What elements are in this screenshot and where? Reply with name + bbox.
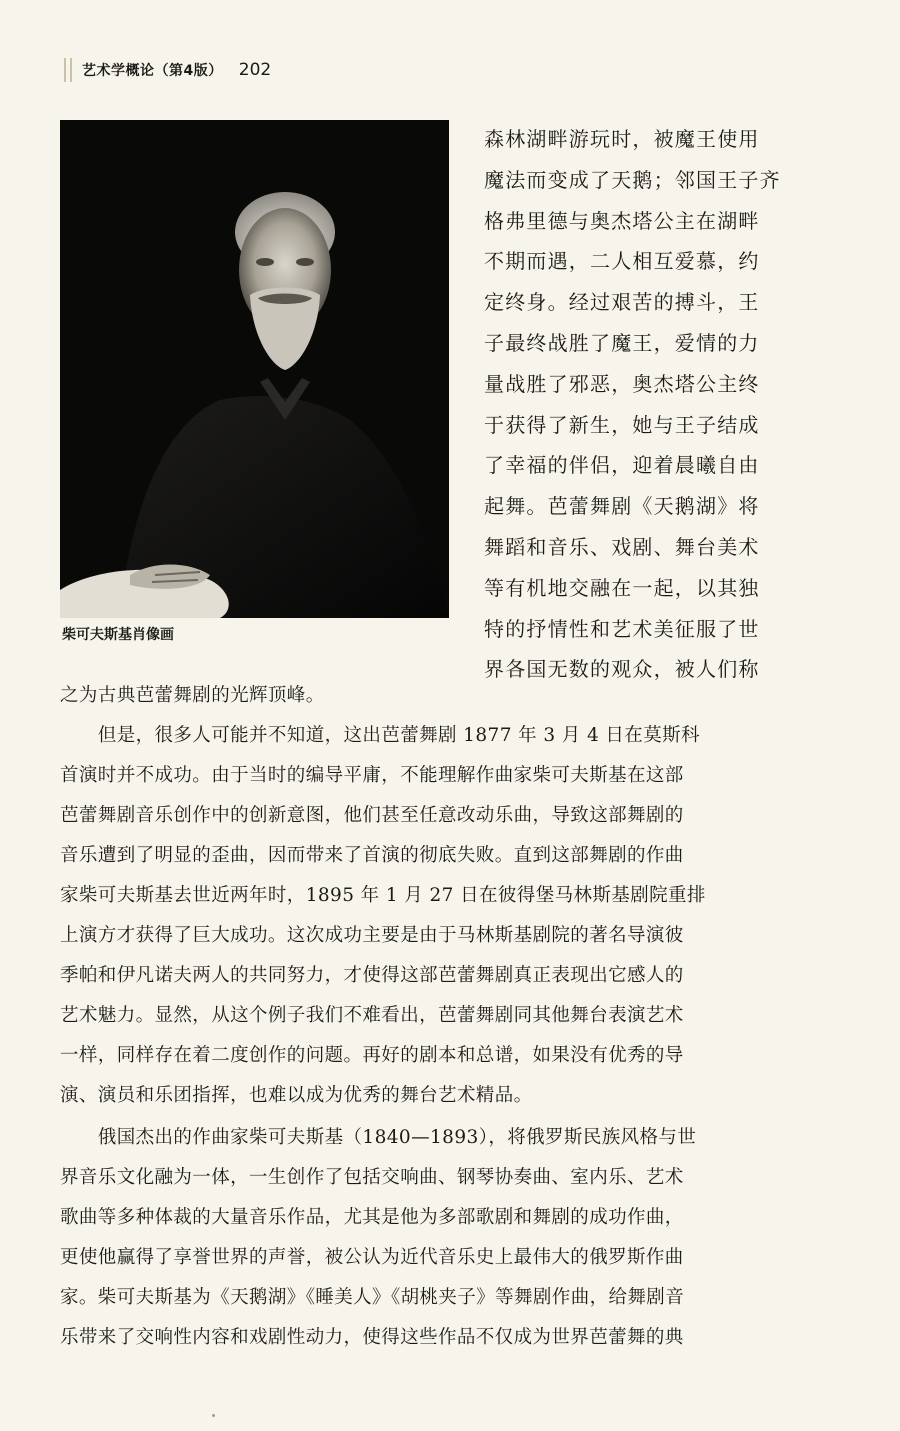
side-text-line: 格弗里德与奥杰塔公主在湖畔 [484, 208, 760, 233]
body-text-line: 界音乐文化融为一体，一生创作了包括交响曲、钢琴协奏曲、室内乐、艺术 [60, 1167, 684, 1188]
portrait-illustration [60, 120, 449, 618]
side-text-line: 于获得了新生，她与王子结成 [484, 412, 760, 437]
body-text-line: 首演时并不成功。由于当时的编导平庸，不能理解作曲家柴可夫斯基在这部 [60, 765, 684, 786]
page-number: 202 [238, 60, 272, 80]
side-text-line: 舞蹈和音乐、戏剧、舞台美术 [484, 534, 760, 559]
header-ornament [64, 58, 72, 82]
body-text-line: 歌曲等多种体裁的大量音乐作品，尤其是他为多部歌剧和舞剧的成功作曲， [60, 1207, 684, 1228]
body-text-line: 俄国杰出的作曲家柴可夫斯基（1840—1893），将俄罗斯民族风格与世 [60, 1127, 697, 1148]
side-text-line: 起舞。芭蕾舞剧《天鹅湖》将 [484, 494, 760, 519]
body-text-line: 季帕和伊凡诺夫两人的共同努力，才使得这部芭蕾舞剧真正表现出它感人的 [60, 965, 684, 986]
body-text-line: 芭蕾舞剧音乐创作中的创新意图，他们甚至任意改动乐曲，导致这部舞剧的 [60, 805, 684, 826]
book-title: 艺术学概论（第4版） [82, 63, 223, 79]
body-text-line: 演、演员和乐团指挥，也难以成为优秀的舞台艺术精品。 [60, 1085, 533, 1106]
body-text-line: 更使他赢得了享誉世界的声誉，被公认为近代音乐史上最伟大的俄罗斯作曲 [60, 1247, 684, 1268]
side-text-line: 了幸福的伴侣，迎着晨曦自由 [484, 453, 760, 478]
running-header [64, 56, 271, 84]
side-text-line: 不期而遇，二人相互爱慕，约 [484, 249, 760, 274]
body-text-line: 家柴可夫斯基去世近两年时，1895 年 1 月 27 日在彼得堡马林斯基剧院重排 [60, 885, 706, 906]
body-text-line: 家。柴可夫斯基为《天鹅湖》《睡美人》《胡桃夹子》等舞剧作曲，给舞剧音 [60, 1287, 685, 1308]
paper-speck [212, 1414, 215, 1417]
side-text-line: 等有机地交融在一起，以其独 [484, 575, 760, 600]
side-text-line: 量战胜了邪恶，奥杰塔公主终 [484, 371, 760, 396]
body-text-line: 音乐遭到了明显的歪曲，因而带来了首演的彻底失败。直到这部舞剧的作曲 [60, 845, 684, 866]
portrait-image [60, 120, 449, 618]
body-text-line: 艺术魅力。显然，从这个例子我们不难看出，芭蕾舞剧同其他舞台表演艺术 [60, 1005, 684, 1026]
side-text-line: 子最终战胜了魔王，爱情的力 [484, 330, 760, 355]
body-text-line: 之为古典芭蕾舞剧的光辉顶峰。 [60, 685, 325, 706]
figure-caption: 柴可夫斯基肖像画 [62, 627, 174, 643]
body-text-line: 乐带来了交响性内容和戏剧性动力，使得这些作品不仅成为世界芭蕾舞的典 [60, 1327, 684, 1348]
side-text-column [484, 119, 800, 690]
body-text-column [60, 676, 795, 1358]
body-text-line: 一样，同样存在着二度创作的问题。再好的剧本和总谱，如果没有优秀的导 [60, 1045, 684, 1066]
side-text-line: 魔法而变成了天鹅；邻国王子齐 [484, 167, 781, 192]
side-text-line: 界各国无数的观众，被人们称 [484, 657, 760, 682]
body-text-line: 但是，很多人可能并不知道，这出芭蕾舞剧 1877 年 3 月 4 日在莫斯科 [60, 725, 700, 746]
side-text-line: 定终身。经过艰苦的搏斗，王 [484, 290, 760, 315]
side-text-line: 特的抒情性和艺术美征服了世 [484, 616, 760, 641]
body-text-line: 上演方才获得了巨大成功。这次成功主要是由于马林斯基剧院的著名导演彼 [60, 925, 684, 946]
side-text-line: 森林湖畔游玩时，被魔王使用 [484, 127, 760, 151]
